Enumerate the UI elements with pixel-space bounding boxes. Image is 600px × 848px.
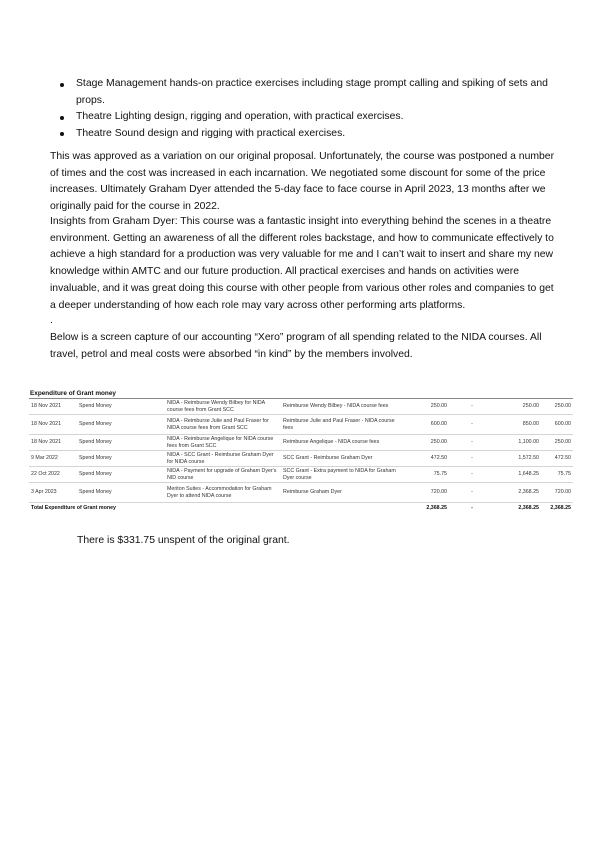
table-row: 18 Nov 2021 Spend Money NIDA - Reimburse Angelique for NIDA course fees from Grant SCC Reimburse Angelique - NIDA course fees 250.00 - 1,100.00 250.00: [31, 436, 571, 449]
course-topics-list: [50, 76, 550, 142]
variation-paragraph: This was approved as a variation on our original proposal. Unfortunately, the course was postponed a number of times and the cost was increased in each incarnation. We negotiated some discount for some of the price increases. Ultimately Graham Dyer attended the 5-day face to face course in April 2023, 13 months after we originally paid for the course in 2022.: [50, 151, 555, 213]
table-row: 3 Apr 2023 Spend Money Meriton Suites - Accommodation for Graham Dyer to attend NIDA course Reimburse Graham Dyer 720.00 - 2,368.25 720.00: [29, 483, 573, 503]
table-row: 18 Nov 2021 Spend Money NIDA - Reimburse Julie and Paul Fraser for NIDA course fees from Grant SCC Reimburse Julie and Paul Fraser - NIDA course fees 600.00 - 850.00 600.00: [29, 415, 573, 435]
ledger-title: Expenditure of Grant money: [30, 390, 116, 397]
total-label: Total Expenditure of Grant money: [31, 505, 116, 512]
table-row: 22 Oct 2022 Spend Money NIDA - Payment for upgrade of Graham Dyer's NID course SCC Grant - Extra payment to NIDA for Graham Dyer course 75.75 - 1,648.25 75.75: [31, 468, 571, 481]
expenditure-table: [29, 398, 573, 514]
bullet-icon: [60, 116, 64, 120]
xero-intro-paragraph: Below is a screen capture of our accounting “Xero” program of all spending related to the NIDA courses. All travel, petrol and meal costs were absorbed “in kind” by the members involved.: [50, 332, 542, 360]
list-item: Theatre Lighting design, rigging and operation, with practical exercises.: [50, 109, 550, 126]
expenditure-ledger: [29, 389, 573, 514]
list-item: Stage Management hands-on practice exercises including stage prompt calling and spiking of sets and props.: [50, 76, 550, 109]
unspent-grant-note: There is $331.75 unspent of the original grant.: [77, 535, 290, 546]
total-row: Total Expenditure of Grant money 2,368.25 - 2,368.25 2,368.25: [29, 503, 573, 515]
bullet-icon: [60, 132, 64, 136]
table-row: 9 Mar 2022 Spend Money NIDA - SCC Grant - Reimburse Graham Dyer for NIDA course SCC Grant - Reimburse Graham Dyer 472.50 - 1,572.50 472.50: [31, 452, 571, 465]
list-item: Theatre Sound design and rigging with practical exercises.: [50, 126, 550, 143]
table-row: 18 Nov 2021 Spend Money NIDA - Reimburse Wendy Bilbey for NIDA course fees from Grant SCC Reimburse Wendy Bilbey - NIDA course fees 250.00 - 250.00 250.00: [31, 400, 571, 413]
stray-dot: .: [50, 315, 53, 326]
bullet-icon: [60, 83, 64, 87]
insights-paragraph: Insights from Graham Dyer: This course was a fantastic insight into everything behind the scenes in a theatre environment. Getting an awareness of all the different roles backstage, and how to communicate effectively to achieve a high standard for a production was very valuable for me and I can’t wait to insert and share my new knowledge within AMTC and our future production. All practical exercises and hands on activities were invaluable, and it was great doing this course with other people from various other roles and companies to get a deeper understanding of how each role may vary across other performing arts platforms.: [50, 216, 554, 311]
